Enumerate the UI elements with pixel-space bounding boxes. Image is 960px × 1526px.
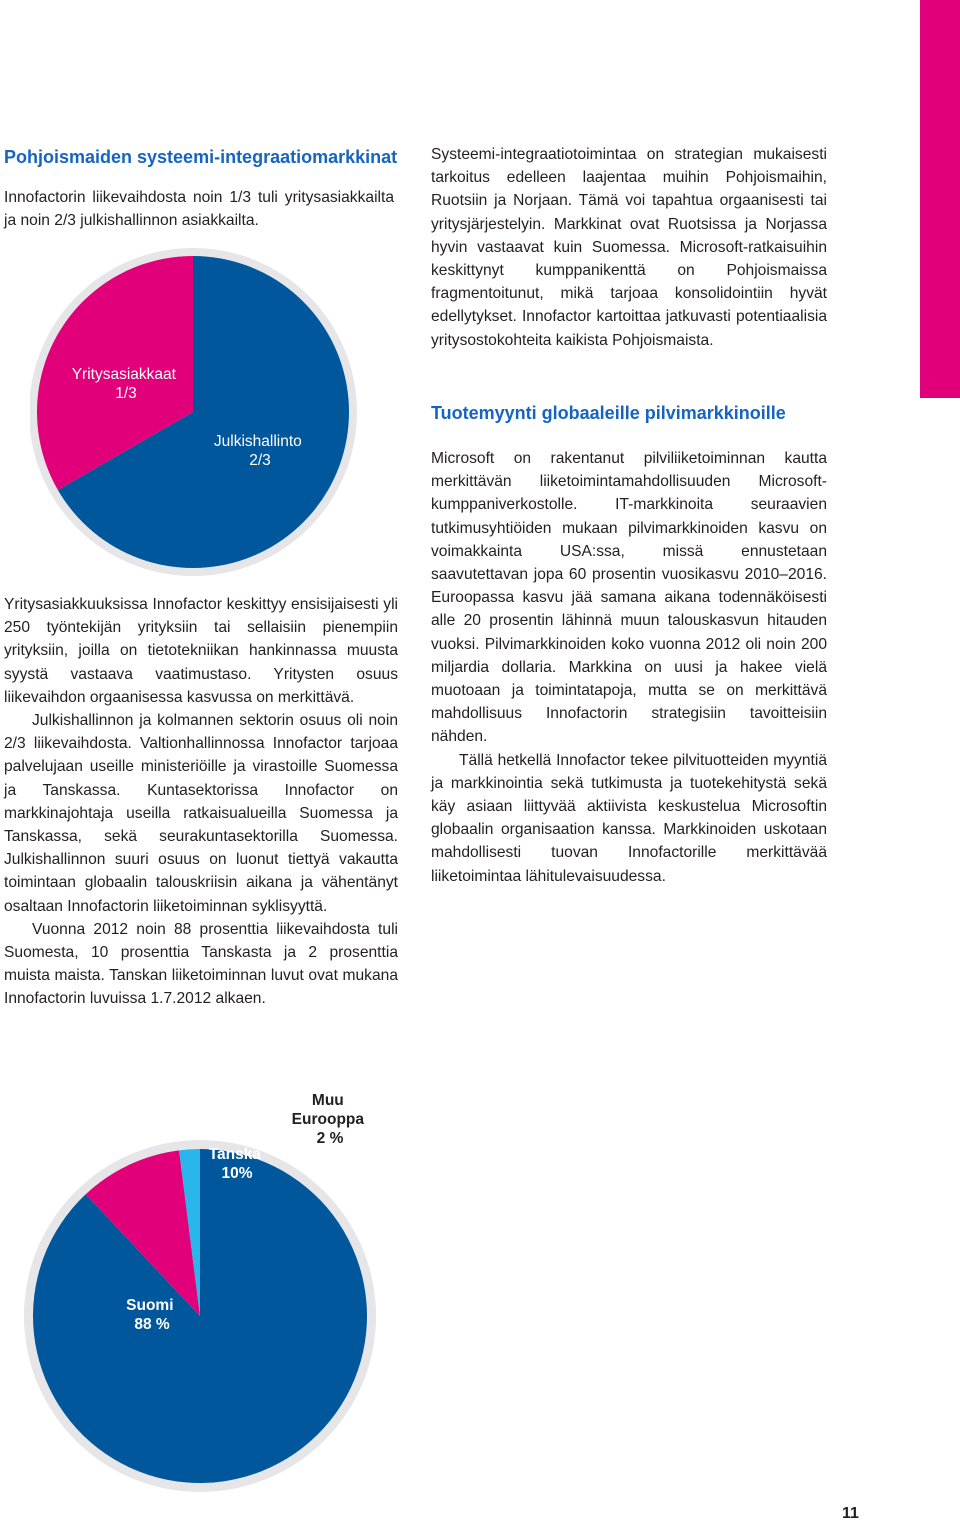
pie-label-yritysasiakkaat-name: Yritysasiakkaat [71,366,176,383]
left-body-text [4,593,398,1011]
pie-label-muu-eurooppa-value: 2 % [316,1130,344,1147]
pie-label-julkishallinto-name: Julkishallinto [213,433,302,450]
pie-label-tanska-name: Tanska [208,1146,261,1163]
pie-label-muu-eurooppa [292,1092,369,1147]
customer-split-pie-chart [30,247,360,577]
pie-label-julkishallinto-value: 2/3 [249,452,271,469]
pie-label-suomi-name: Suomi [126,1297,174,1314]
paragraph-corporate-customers: Yritysasiakkuuksissa Innofactor keskittyy ensisijaisesti yli 250 työntekijän yrityksiin tai sellaisiin pienempiin yrityksiin, joilla on tietotekniikan hankinnassa muusta syystä vastaava vaatimustaso. Yritysten osuus liikevaihdon orgaanisessa kasvussa on merkittävä. [4,596,398,706]
paragraph-cloud-sales: Tällä hetkellä Innofactor tekee pilvituotteiden myyntiä ja markkinointia sekä tutkimusta ja tuotekehitystä sekä käy asiaan liittyvää aktiivista keskustelua Microsoftin globaalin organisaation kanssa. Markkinoiden uskotaan mahdollisesti tuovan Innofactorille merkittävää liiketoimintaa lähitulevaisuudessa. [431,751,827,885]
pie-label-yritysasiakkaat-value: 1/3 [115,385,137,402]
paragraph-nordic-expansion: Systeemi-integraatiotoimintaa on strategian mukaisesti tarkoitus edelleen laajentaa muihin Pohjoismaihin, Ruotsiin ja Norjaan. Tämä voi tapahtua orgaanisesti tai yritysjärjestelyin. Markkinat ovat Ruotsissa ja Norjassa hyvin vastaavat kuin Suomessa. Microsoft-ratkaisuihin keskittynyt kumppanikenttä on Pohjoismaissa fragmentoitunut, mikä tarjoaa konsolidointiin hyvät edellytykset. Innofactor kartoittaa jatkuvasti potentiaalisia yritysostokohteita kaikista Pohjoismaista. [431,146,827,349]
magenta-accent-bar [920,0,960,398]
paragraph-cloud-market: Microsoft on rakentanut pilviliiketoiminnan kautta merkittävän liiketoimintamahdollisuuden Microsoft-kumppaniverkostolle. IT-markkinoita seuraavien tutkimusyhtiöiden mukaan pilvimarkkinoiden kasvu on voimakkainta USA:ssa, missä ennustetaan saavutettavan jopa 60 prosentin vuosikasvu 2010–2016. Euroopassa kasvu jää samana aikana todennäköisesti alle 20 prosentin lähinnä muun talouskasvun hitauden vuoksi. Pilvimarkkinoiden koko vuonna 2012 oli noin 200 miljardia dollaria. Markkina on uusi ja hakee vielä muotoaan ja toimintatapoja, mutta se on merkittävä mahdollisuus Innofactorin strategisiin tavoitteisiin nähden. [431,450,827,746]
section-heading-cloud: Tuotemyynti globaaleille pilvimarkkinoille [431,403,786,423]
revenue-by-country-pie-chart [0,1080,400,1520]
paragraph-public-sector: Julkishallinnon ja kolmannen sektorin osuus oli noin 2/3 liikevaihdosta. Valtionhallinnossa Innofactor tarjoaa palvelujaan useille ministeriöille ja virastoille Suomessa ja Tanskassa. Kuntasektorissa Innofactor on markkinajohtaja useilla ratkaisualueilla Suomessa ja Tanskassa, sekä seurakuntasektorilla Suomessa. Julkishallinnon suuri osuus on luonut tiettyä vakautta toimintaan globaalin talouskriisin aikana ja vähentänyt osaltaan Innofactorin liiketoiminnan syklisyyttä. [4,712,398,915]
pie-label-tanska-value: 10% [221,1165,253,1182]
pie-label-muu-eurooppa-region: Eurooppa [291,1111,365,1128]
page-number: 11 [842,1505,859,1522]
pie-label-suomi-value: 88 % [134,1316,170,1333]
right-top-text [431,143,827,352]
intro-text [4,186,394,232]
pie-label-muu-eurooppa-name: Muu [311,1092,344,1109]
intro-paragraph: Innofactorin liikevaihdosta noin 1/3 tuli yritysasiakkailta ja noin 2/3 julkishallinnon asiakkailta. [4,189,394,230]
right-body-text [431,447,827,888]
section-heading-nordic: Pohjoismaiden systeemi-integraatiomarkkinat [4,147,398,167]
paragraph-geography: Vuonna 2012 noin 88 prosenttia liikevaihdosta tuli Suomesta, 10 prosenttia Tanskasta ja 2 prosenttia muista maista. Tanskan liiketoiminnan luvut ovat mukana Innofactorin luvuissa 1.7.2012 alkaen. [4,920,398,1008]
